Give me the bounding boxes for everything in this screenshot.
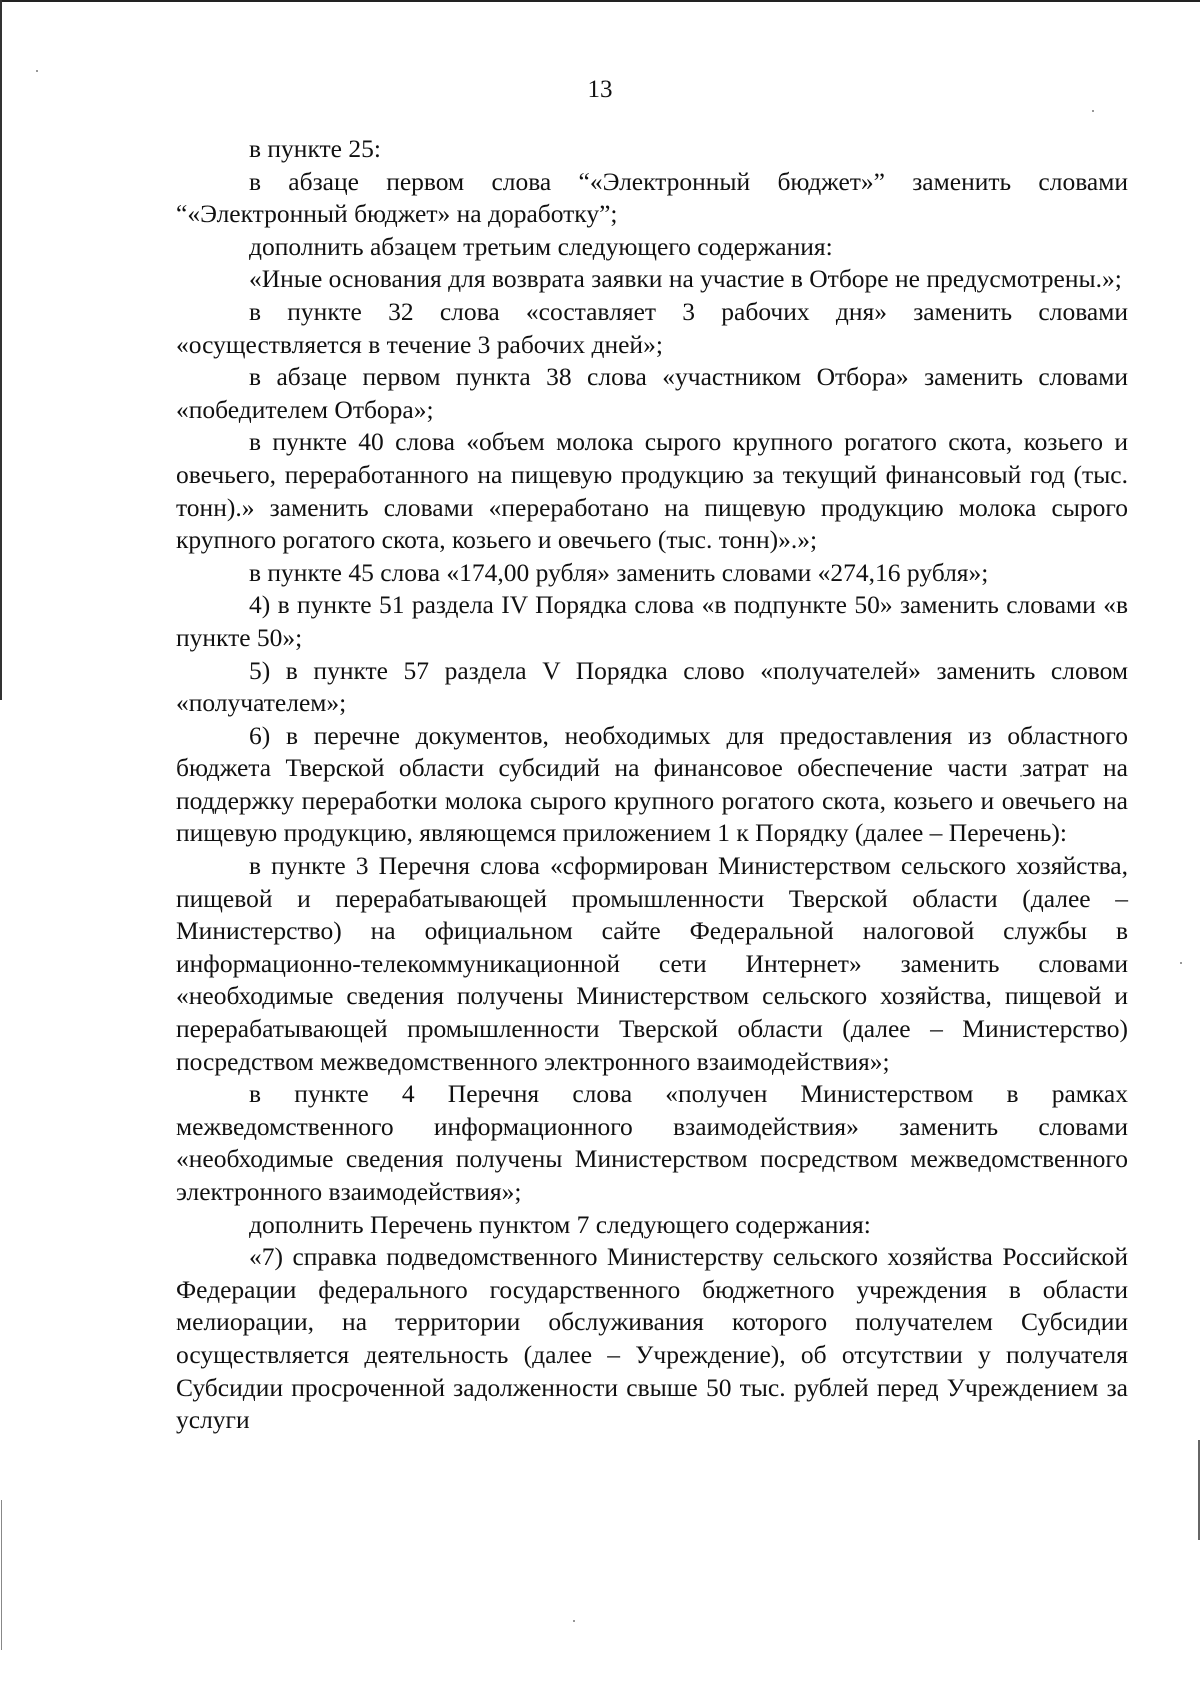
- paragraph: «7) справка подведомственного Министерству сельского хозяйства Российской Федерации федерального государственного бюджетного учреждения в области мелиорации, на территории обслуживания которого получателем Субсидии осуществляется деятельность (далее – Учреждение), об отсутствии у получателя Субсидии просроченной задолженности свыше 50 тыс. рублей перед Учреждением за услуги: [176, 1242, 1128, 1435]
- scan-speck: [573, 1620, 575, 1622]
- paragraph: в пункте 25:: [249, 134, 381, 163]
- paragraph: в пункте 32 слова «составляет 3 рабочих дня» заменить словами «осуществляется в течение 3 рабочих дней»;: [176, 296, 1128, 359]
- paragraph: в пункте 3 Перечня слова «сформирован Министерством сельского хозяйства, пищевой и перерабатывающей промышленности Тверской области (далее – Министерство) на официальном сайте Федеральной налоговой службы в информационно-телекоммуникационной сети Интернет» заменить словами «необходимые сведения получены Министерством сельского хозяйства, пищевой и перерабатывающей промышленности Тверской области (далее – Министерство) посредством межведомственного электронного взаимодействия»;: [176, 851, 1128, 1076]
- paragraph: в пункте 4 Перечня слова «получен Министерством в рамках межведомственного информационного взаимодействия» заменить словами «необходимые сведения получены Министерством посредством межведомственного электронного взаимодействия»;: [176, 1079, 1128, 1206]
- scan-speck: [36, 70, 38, 72]
- page-number: 13: [587, 76, 613, 103]
- paragraph: 5) в пункте 57 раздела V Порядка слово «получателей» заменить словом «получателем»;: [176, 655, 1128, 718]
- paragraph: 4) в пункте 51 раздела IV Порядка слова «в подпункте 50» заменить словами «в пункте 50»;: [176, 590, 1128, 652]
- paragraph: «Иные основания для возврата заявки на участие в Отборе не предусмотрены.»;: [249, 264, 1122, 294]
- paragraph: дополнить абзацем третьим следующего содержания:: [249, 231, 833, 261]
- paragraph: в абзаце первом пункта 38 слова «участником Отбора» заменить словами «победителем Отбора»;: [176, 362, 1128, 424]
- scan-speck: [1092, 110, 1094, 112]
- scan-speck: [1180, 962, 1182, 964]
- document-body: [176, 133, 1128, 1437]
- scan-edge-top: [0, 0, 1200, 2]
- paragraph: в пункте 40 слова «объем молока сырого крупного рогатого скота, козьего и овечьего, переработанного на пищевую продукцию за текущий финансовый год (тыс. тонн).» заменить словами «переработано на пищевую продукцию молока сырого крупного рогатого скота, козьего и овечьего (тыс. тонн)».»;: [176, 427, 1128, 555]
- paragraph: 6) в перечне документов, необходимых для предоставления из областного бюджета Тверской области субсидий на финансовое обеспечение части затрат на поддержку переработки молока сырого крупного рогатого скота, козьего и овечьего на пищевую продукцию, являющемся приложением 1 к Порядку (далее – Перечень):: [176, 720, 1128, 848]
- paragraph: дополнить Перечень пунктом 7 следующего содержания:: [249, 1209, 871, 1239]
- paragraph: в абзаце первом слова “«Электронный бюджет»” заменить словами “«Электронный бюджет» на доработку”;: [176, 166, 1128, 229]
- scan-edge-left-lower: [1, 1500, 2, 1650]
- paragraph: в пункте 45 слова «174,00 рубля» заменить словами «274,16 рубля»;: [249, 557, 989, 587]
